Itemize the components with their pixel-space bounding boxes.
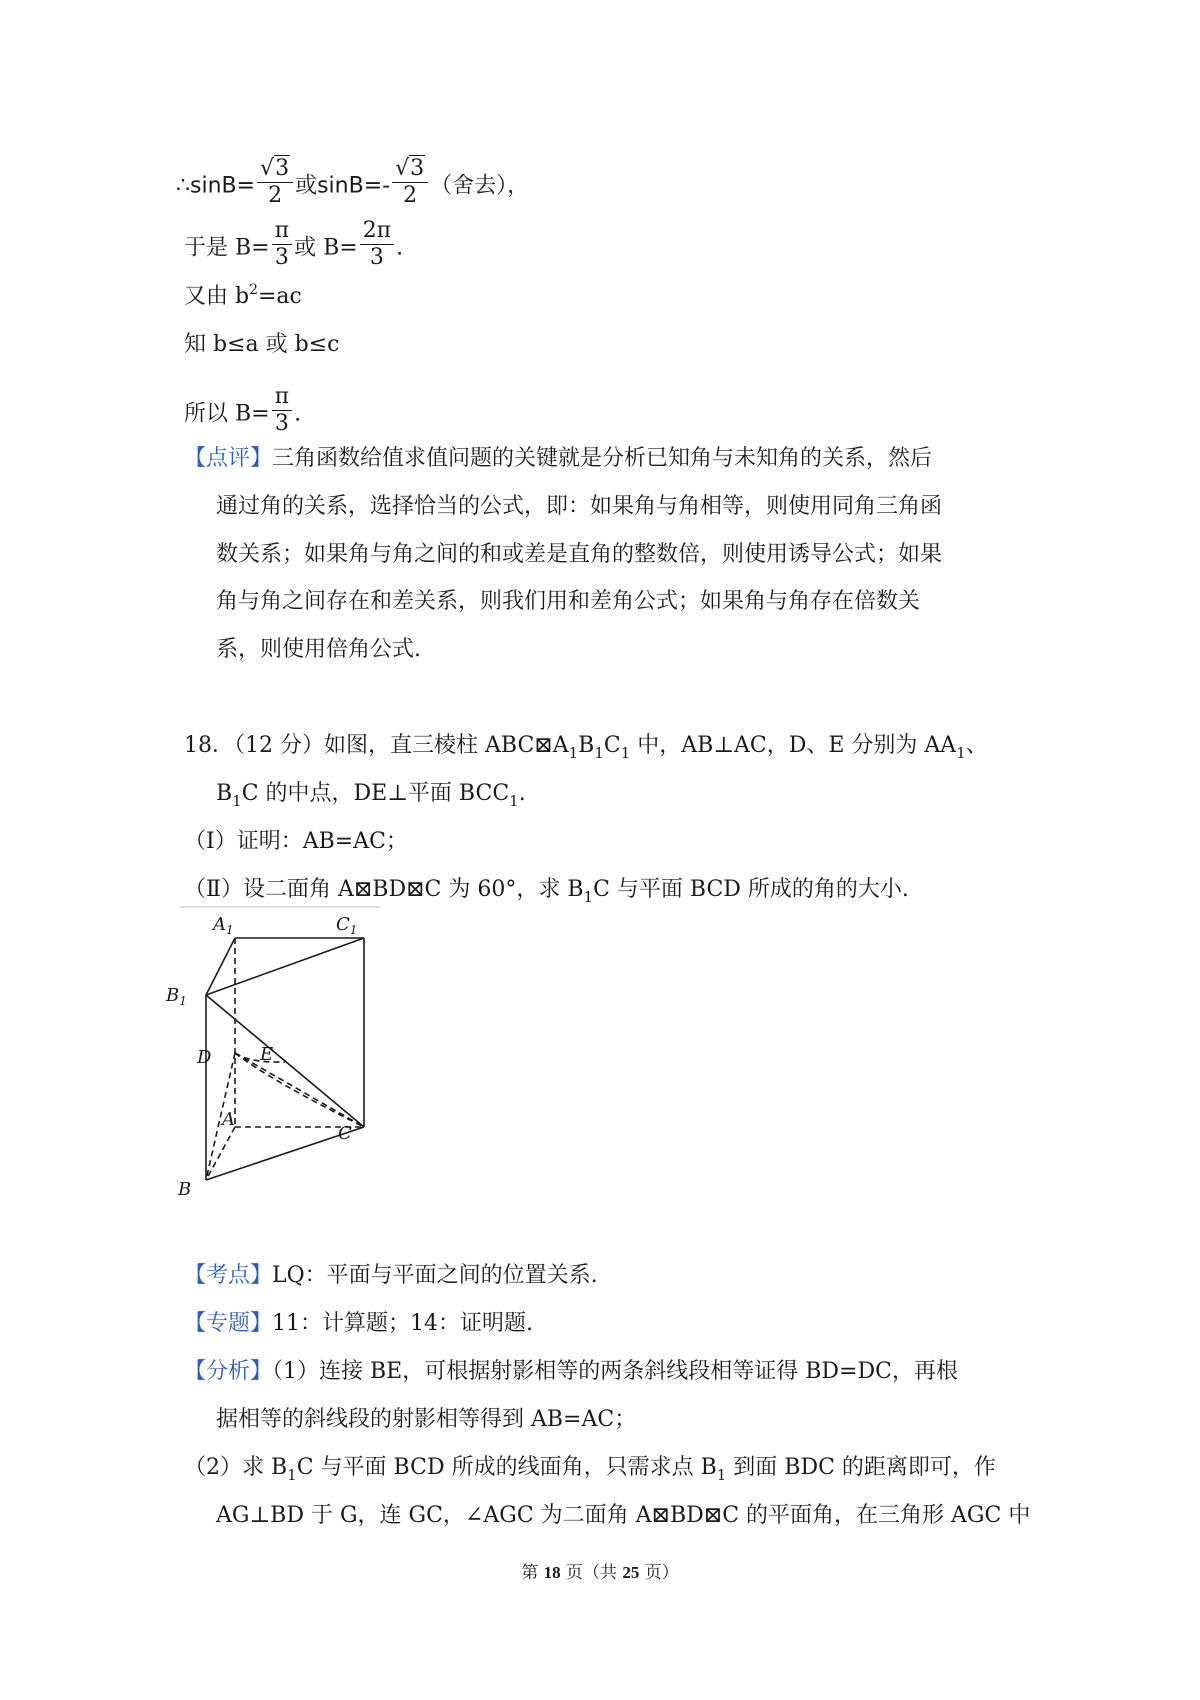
edge-DC-hidden	[235, 1053, 364, 1127]
comment-tag: 【点评】	[184, 446, 273, 471]
label-B1: $B_1$	[166, 985, 187, 1008]
label-C: C	[338, 1123, 352, 1144]
fenxi-line-1: 【分析】（1）连接 BE，可根据射影相等的两条斜线段相等证得 BD=DC，再根	[184, 1359, 958, 1384]
fraction-sqrt3-over-2-neg: $\frac{√3}{2}$	[392, 156, 428, 209]
prism-figure	[166, 905, 430, 1200]
comment-line-4: 角与角之间存在和差关系，则我们用和差角公式；如果角与角存在倍数关	[216, 589, 921, 614]
fenxi-line-2: 据相等的斜线段的射影相等得到 AB=AC；	[216, 1407, 637, 1432]
zhuanti-line: 【专题】11：计算题；14：证明题.	[184, 1311, 533, 1336]
page-number: 18	[543, 1563, 561, 1582]
missing-glyph: ⊠	[534, 733, 553, 758]
sinB-label: sinB=	[190, 173, 256, 199]
kaodian-line: 【考点】LQ：平面与平面之间的位置关系.	[184, 1263, 598, 1288]
fraction-sqrt3-over-2: $\frac{√3}{2}$	[257, 156, 293, 209]
comment-line-3: 数关系；如果角与角之间的和或差是直角的整数倍，则使用诱导公式；如果	[216, 542, 943, 567]
line-conclusion: 所以 B= $\frac{\pi}{3}$ .	[184, 384, 302, 436]
label-C1: $C_1$	[336, 914, 358, 937]
fraction-pi-over-3: $\frac{\pi}{3}$	[272, 218, 292, 271]
part2-line-1: （2）求 $B_1C$ 与平面 BCD 所成的线面角，只需求点 $B_1$ 到面 BDC 的距离即可，作	[184, 1455, 996, 1484]
line-b-squared: 又由 $b^2=ac$	[184, 282, 302, 309]
fraction-2pi-over-3: $\frac{2\pi}{3}$	[360, 218, 394, 271]
problem-part-2: （Ⅱ）设二面角 A⊠BD⊠C 为 60°，求 $B_1C$ 与平面 BCD 所成的角的大小.	[184, 877, 909, 906]
comment-line-5: 系，则使用倍角公式.	[216, 637, 421, 662]
zhuanti-tag: 【专题】	[184, 1311, 273, 1336]
fenxi-tag: 【分析】	[184, 1359, 273, 1384]
label-E: E	[260, 1044, 274, 1065]
or-word: 或	[295, 173, 318, 199]
line-sinB	[176, 156, 530, 213]
label-B: B	[178, 1179, 192, 1200]
line-B-values: 于是 B= $\frac{\pi}{3}$ 或 B= $\frac{2\pi}{3}$ .	[184, 218, 404, 270]
sinB-neg-label: sinB=-	[317, 173, 391, 199]
fraction-pi-over-3-final: $\frac{\pi}{3}$	[272, 384, 292, 437]
discard-note: （舍去），	[430, 173, 530, 199]
therefore-symbol: ∴	[176, 173, 190, 199]
label-D: D	[197, 1047, 212, 1068]
total-pages: 25	[622, 1563, 640, 1582]
label-A: A	[222, 1109, 235, 1130]
page-footer: 第 18 页（共 25 页）	[521, 1563, 679, 1583]
label-A1: $A_1$	[213, 914, 234, 937]
edge-B1C1	[206, 938, 364, 995]
problem-part-1: （Ⅰ）证明：AB=AC；	[184, 829, 408, 854]
problem-line-2: $B_1C$ 的中点，DE⊥平面 $BCC_1$.	[216, 781, 526, 810]
kaodian-tag: 【考点】	[184, 1263, 273, 1288]
edge-B1C	[206, 995, 364, 1127]
comment-line-1: 【点评】三角函数给值求值问题的关键就是分析已知角与未知角的关系，然后	[184, 446, 933, 471]
line-inequality: 知 b≤a 或 b≤c	[184, 332, 340, 357]
part2-line-2: AG⊥BD 于 G，连 GC，∠AGC 为二面角 A⊠BD⊠C 的平面角，在三角形 AGC 中	[216, 1503, 1031, 1528]
problem-line-1: 18．（12 分）如图，直三棱柱 $ABC⊠A_1B_1C_1$ 中，AB⊥AC，D、E 分别为 $AA_1$、	[184, 733, 988, 762]
comment-line-2: 通过角的关系，选择恰当的公式，即：如果角与角相等，则使用同角三角函	[216, 494, 943, 519]
